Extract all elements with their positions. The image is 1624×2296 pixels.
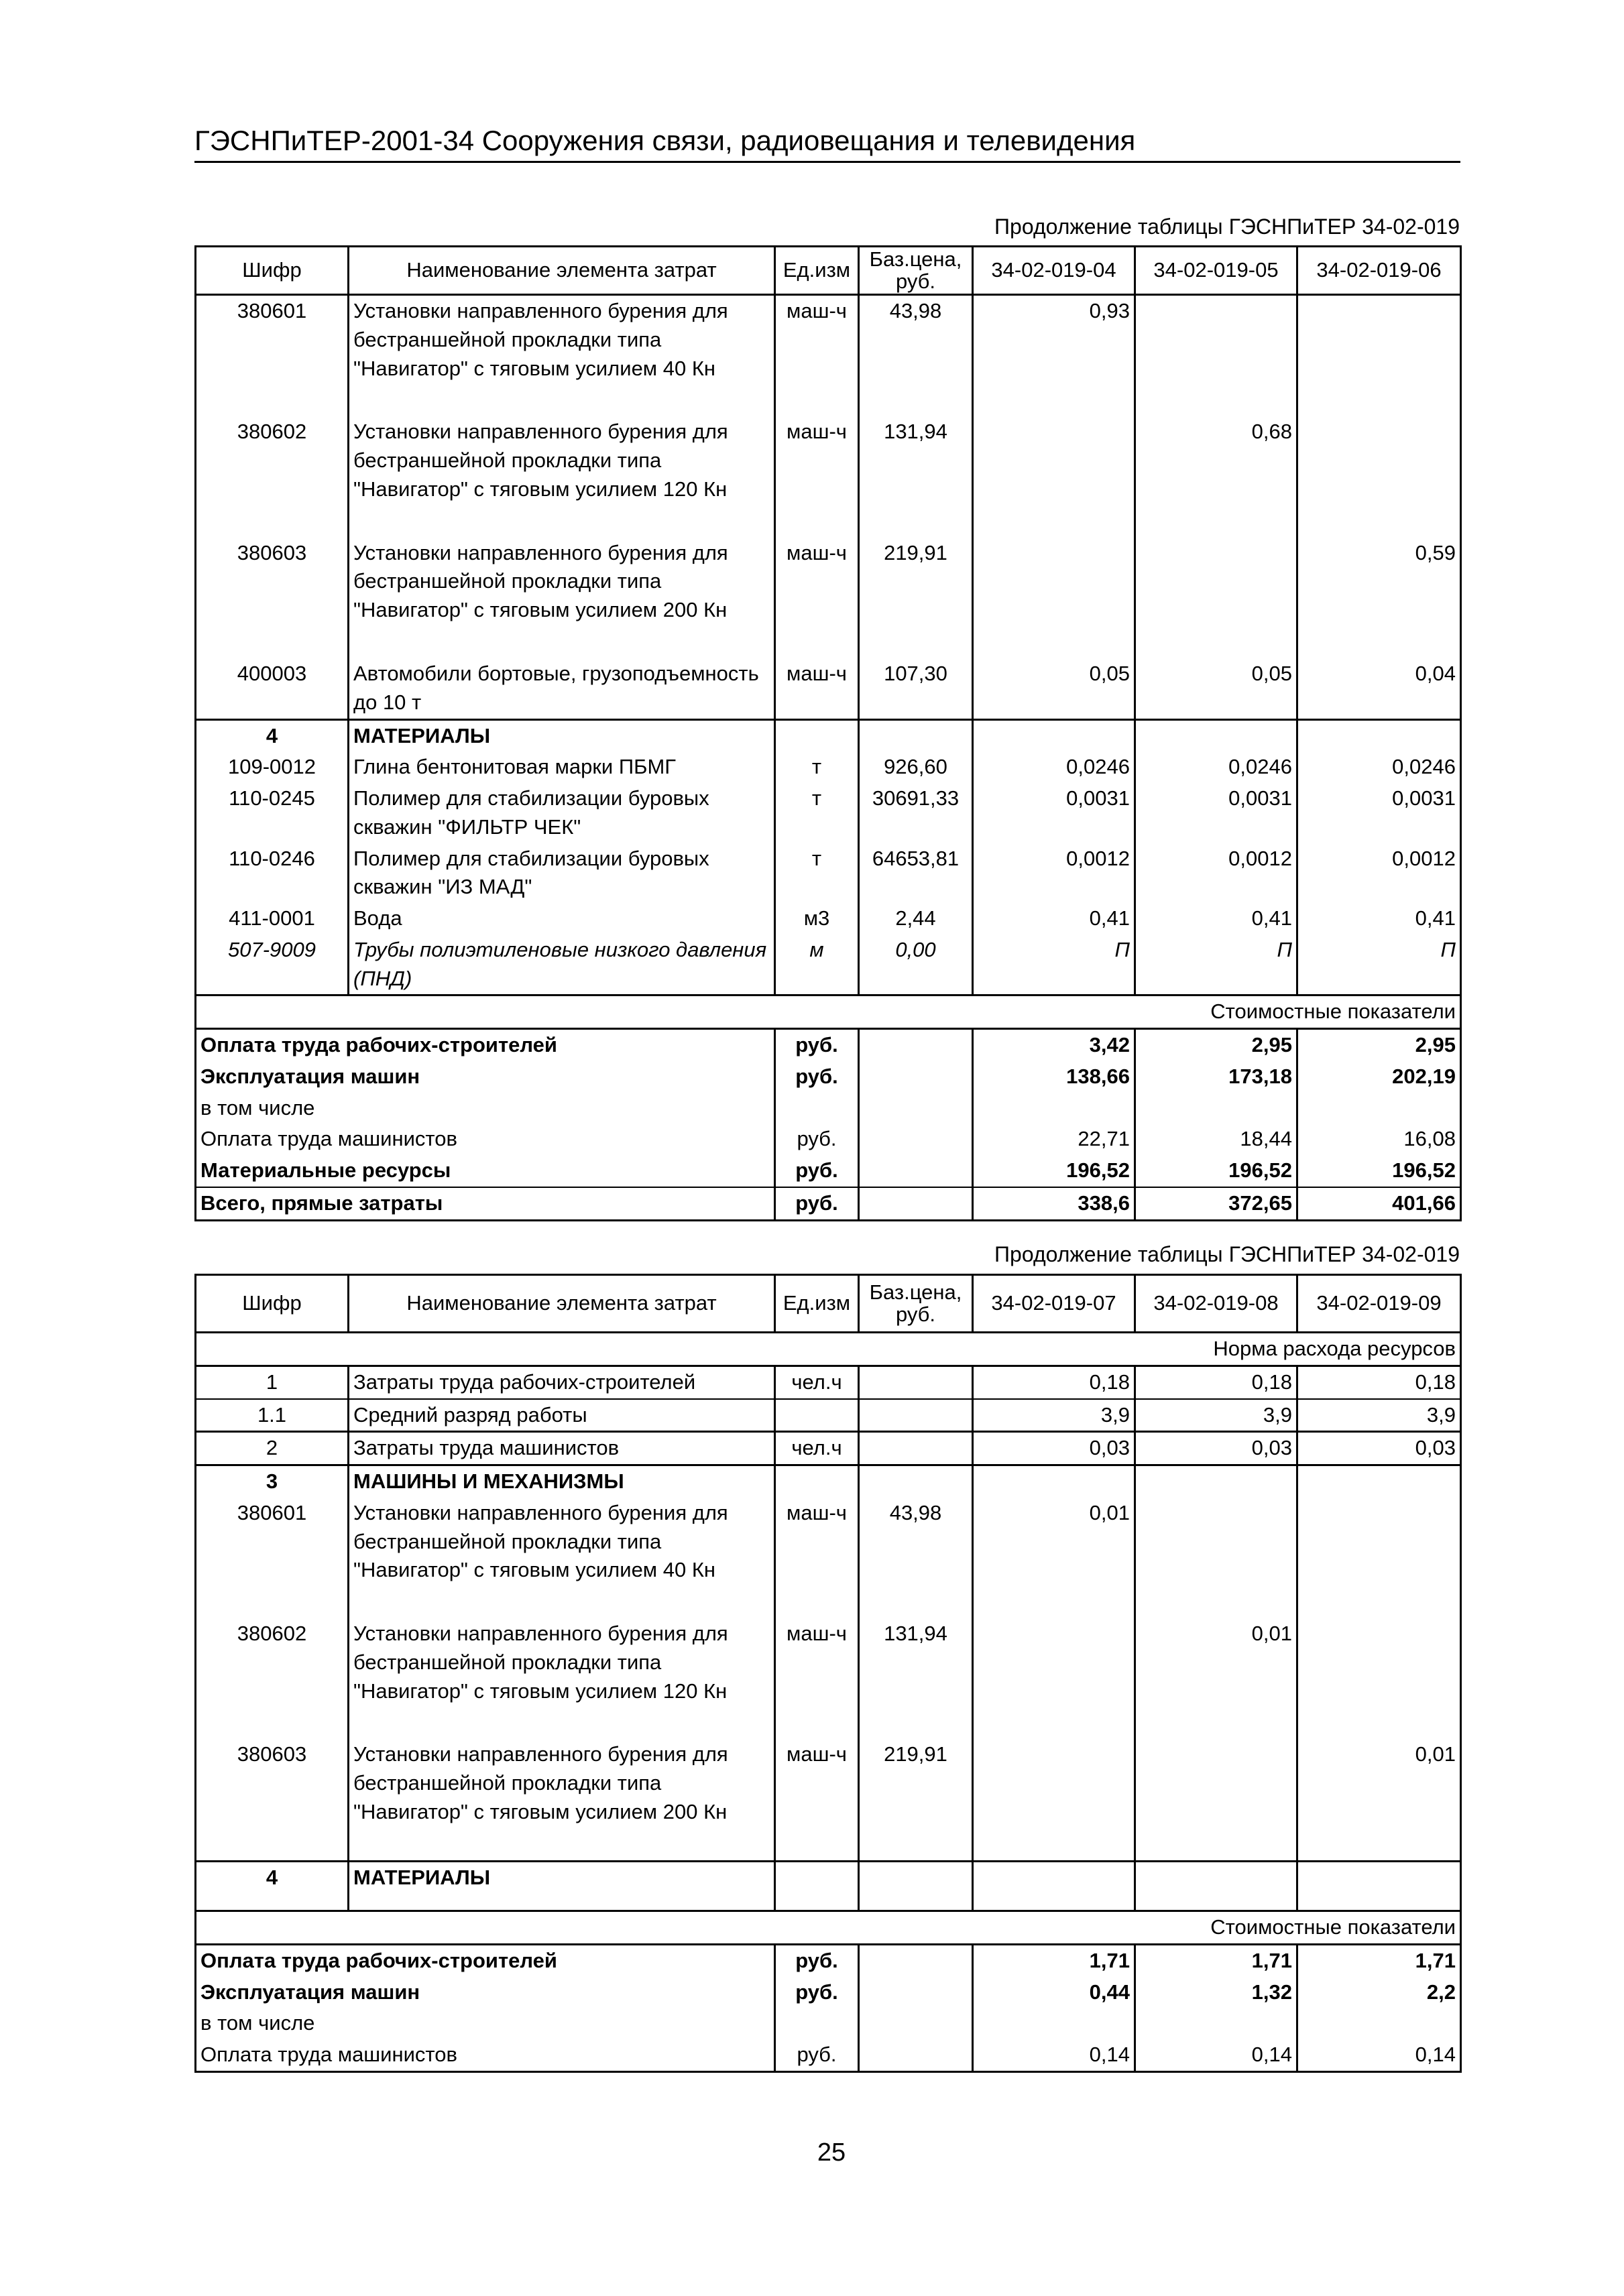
summary-value: 196,52 <box>973 1155 1135 1187</box>
cell-code: 110-0245 <box>196 783 349 843</box>
section-row-materials <box>196 719 1461 751</box>
table-row <box>196 658 1461 719</box>
summary-value: 173,18 <box>1135 1061 1297 1093</box>
cell-value <box>1135 1498 1297 1586</box>
cell-value: 0,01 <box>1297 1739 1461 1827</box>
table2-caption: Продолжение таблицы ГЭСНПиТЕР 34-02-019 <box>994 1242 1460 1266</box>
summary-label: Оплата труда машинистов <box>196 2039 775 2071</box>
summary-label: в том числе <box>196 2008 775 2039</box>
cell-value <box>1297 1618 1461 1707</box>
cell-unit: маш-ч <box>775 416 859 505</box>
summary-value: 2,95 <box>1297 1029 1461 1061</box>
summary-row <box>196 1977 1461 2008</box>
cell-value: П <box>1135 934 1297 995</box>
summary-label: Оплата труда рабочих-строителей <box>196 1944 775 1976</box>
table-row <box>196 934 1461 995</box>
cell-unit: маш-ч <box>775 295 859 385</box>
cell-value: 0,41 <box>973 903 1135 934</box>
cell-unit: т <box>775 751 859 783</box>
cell-name: МАТЕРИАЛЫ <box>349 1861 775 1893</box>
cell-unit: чел.ч <box>775 1432 859 1465</box>
cell-code: 411-0001 <box>196 903 349 934</box>
cell-value: 0,18 <box>1135 1366 1297 1398</box>
cell-unit: м3 <box>775 903 859 934</box>
summary-row <box>196 1944 1461 1976</box>
cell-price: 219,91 <box>859 1739 973 1827</box>
table-row <box>196 1432 1461 1465</box>
table-row <box>196 1739 1461 1827</box>
summary-value: 3,42 <box>973 1029 1135 1061</box>
table-row <box>196 751 1461 783</box>
summary-label: Оплата труда машинистов <box>196 1124 775 1155</box>
summary-unit: руб. <box>775 1155 859 1187</box>
cell-value <box>973 416 1135 505</box>
summary-label: Всего, прямые затраты <box>196 1187 775 1220</box>
cell-code: 2 <box>196 1432 349 1465</box>
cell-price: 0,00 <box>859 934 973 995</box>
cell-code: 3 <box>196 1465 349 1498</box>
col-header-price: Баз.цена, руб. <box>859 247 973 295</box>
summary-label: Оплата труда рабочих-строителей <box>196 1029 775 1061</box>
cell-code: 380603 <box>196 1739 349 1827</box>
cell-code: 1.1 <box>196 1399 349 1432</box>
summary-label: Эксплуатация машин <box>196 1061 775 1093</box>
summary-label: в том числе <box>196 1093 775 1124</box>
col-header-unit: Ед.изм <box>775 1275 859 1333</box>
cell-unit: маш-ч <box>775 538 859 626</box>
cell-name: Установки направленного бурения для бестраншейной прокладки типа "Навигатор" с тяговым усилием 40 Кн <box>349 1498 775 1586</box>
cell-unit: маш-ч <box>775 1498 859 1586</box>
cell-value <box>1297 295 1461 385</box>
summary-unit: руб. <box>775 1977 859 2008</box>
cell-price: 926,60 <box>859 751 973 783</box>
summary-row <box>196 2008 1461 2039</box>
cell-unit: м <box>775 934 859 995</box>
col-header-name: Наименование элемента затрат <box>349 247 775 295</box>
cell-code: 380603 <box>196 538 349 626</box>
cell-name: Установки направленного бурения для бестраншейной прокладки типа "Навигатор" с тяговым усилием 120 Кн <box>349 1618 775 1707</box>
col-header-norm-08: 34-02-019-08 <box>1135 1275 1297 1333</box>
cell-value: 0,18 <box>1297 1366 1461 1398</box>
cell-value: 0,04 <box>1297 658 1461 719</box>
cell-value <box>1135 1739 1297 1827</box>
summary-value: 22,71 <box>973 1124 1135 1155</box>
summary-value: 1,32 <box>1135 1977 1297 2008</box>
cell-code: 109-0012 <box>196 751 349 783</box>
summary-row <box>196 1124 1461 1155</box>
cell-code: 507-9009 <box>196 934 349 995</box>
summary-label: Материальные ресурсы <box>196 1155 775 1187</box>
summary-value: 0,14 <box>1135 2039 1297 2071</box>
cell-value <box>973 538 1135 626</box>
cost-heading-row <box>196 1911 1461 1944</box>
col-header-norm-07: 34-02-019-07 <box>973 1275 1135 1333</box>
cell-value: 0,0246 <box>1135 751 1297 783</box>
col-header-norm-06: 34-02-019-06 <box>1297 247 1461 295</box>
cell-name: Вода <box>349 903 775 934</box>
table-row <box>196 416 1461 505</box>
cell-name: Полимер для стабилизации буровых скважин "ФИЛЬТР ЧЕК" <box>349 783 775 843</box>
summary-label: Эксплуатация машин <box>196 1977 775 2008</box>
summary-value: 0,14 <box>1297 2039 1461 2071</box>
summary-row-total <box>196 1187 1461 1220</box>
cell-value: 3,9 <box>1135 1399 1297 1432</box>
summary-row <box>196 1061 1461 1093</box>
cell-value: 0,18 <box>973 1366 1135 1398</box>
cell-name: Установки направленного бурения для бестраншейной прокладки типа "Навигатор" с тяговым усилием 40 Кн <box>349 295 775 385</box>
cell-value: 0,03 <box>1297 1432 1461 1465</box>
cell-value: 3,9 <box>1297 1399 1461 1432</box>
cell-unit: маш-ч <box>775 1739 859 1827</box>
col-header-name: Наименование элемента затрат <box>349 1275 775 1333</box>
cell-value: 0,0031 <box>1297 783 1461 843</box>
cell-price <box>859 1432 973 1465</box>
table1 <box>194 245 1462 1221</box>
table-row <box>196 783 1461 843</box>
cell-value: 0,05 <box>973 658 1135 719</box>
table-row <box>196 1618 1461 1707</box>
cell-price: 131,94 <box>859 416 973 505</box>
col-header-norm-04: 34-02-019-04 <box>973 247 1135 295</box>
cell-code: 380602 <box>196 416 349 505</box>
cell-name: Средний разряд работы <box>349 1399 775 1432</box>
cell-name: МАТЕРИАЛЫ <box>349 719 775 751</box>
cell-price: 43,98 <box>859 1498 973 1586</box>
cell-value <box>1297 1498 1461 1586</box>
cell-value <box>1135 295 1297 385</box>
cell-price: 2,44 <box>859 903 973 934</box>
table2-header-row <box>196 1275 1461 1333</box>
cell-value: 0,41 <box>1135 903 1297 934</box>
cell-value: 0,0246 <box>1297 751 1461 783</box>
cell-code: 400003 <box>196 658 349 719</box>
cell-code: 1 <box>196 1366 349 1398</box>
cell-name: Глина бентонитовая марки ПБМГ <box>349 751 775 783</box>
cell-value: 0,0012 <box>1297 843 1461 904</box>
cell-name: Установки направленного бурения для бестраншейной прокладки типа "Навигатор" с тяговым усилием 200 Кн <box>349 1739 775 1827</box>
table-row <box>196 903 1461 934</box>
cell-unit <box>775 1399 859 1432</box>
cell-value: 0,01 <box>973 1498 1135 1586</box>
cell-value: 0,0012 <box>1135 843 1297 904</box>
cell-value <box>1135 538 1297 626</box>
cell-price: 219,91 <box>859 538 973 626</box>
cell-price <box>859 1366 973 1398</box>
cell-unit: маш-ч <box>775 1618 859 1707</box>
summary-value: 16,08 <box>1297 1124 1461 1155</box>
summary-value: 372,65 <box>1135 1187 1297 1220</box>
table-row <box>196 1366 1461 1398</box>
cell-value: 0,01 <box>1135 1618 1297 1707</box>
summary-value: 1,71 <box>1135 1944 1297 1976</box>
summary-value: 401,66 <box>1297 1187 1461 1220</box>
cost-heading: Стоимостные показатели <box>196 995 1461 1029</box>
summary-value: 2,95 <box>1135 1029 1297 1061</box>
table-row <box>196 843 1461 904</box>
cell-value <box>1297 416 1461 505</box>
cell-value: 0,0031 <box>973 783 1135 843</box>
summary-unit: руб. <box>775 1061 859 1093</box>
norm-heading: Норма расхода ресурсов <box>196 1333 1461 1366</box>
section-row-machines <box>196 1465 1461 1498</box>
cell-unit: чел.ч <box>775 1366 859 1398</box>
summary-unit: руб. <box>775 2039 859 2071</box>
cell-value: 0,0012 <box>973 843 1135 904</box>
summary-value: 0,44 <box>973 1977 1135 2008</box>
cell-price <box>859 1399 973 1432</box>
summary-value: 196,52 <box>1297 1155 1461 1187</box>
cell-code: 110-0246 <box>196 843 349 904</box>
table1-header-row <box>196 247 1461 295</box>
col-header-unit: Ед.изм <box>775 247 859 295</box>
cell-name: Затраты труда рабочих-строителей <box>349 1366 775 1398</box>
cell-code: 4 <box>196 719 349 751</box>
cell-value: 0,0031 <box>1135 783 1297 843</box>
cell-value: 0,93 <box>973 295 1135 385</box>
table1-caption: Продолжение таблицы ГЭСНПиТЕР 34-02-019 <box>994 215 1460 239</box>
summary-row <box>196 1155 1461 1187</box>
cell-unit: маш-ч <box>775 658 859 719</box>
section-row-materials <box>196 1861 1461 1893</box>
cell-code: 380601 <box>196 1498 349 1586</box>
cell-value: 3,9 <box>973 1399 1135 1432</box>
cell-price: 30691,33 <box>859 783 973 843</box>
cell-name: Затраты труда машинистов <box>349 1432 775 1465</box>
summary-value: 196,52 <box>1135 1155 1297 1187</box>
cell-value: П <box>973 934 1135 995</box>
cell-code: 380602 <box>196 1618 349 1707</box>
summary-unit: руб. <box>775 1124 859 1155</box>
cell-value: 0,03 <box>1135 1432 1297 1465</box>
table2 <box>194 1274 1462 2073</box>
cell-value: 0,0246 <box>973 751 1135 783</box>
cell-value <box>973 1739 1135 1827</box>
cell-code: 380601 <box>196 295 349 385</box>
summary-unit: руб. <box>775 1029 859 1061</box>
cell-value: 0,03 <box>973 1432 1135 1465</box>
col-header-price: Баз.цена, руб. <box>859 1275 973 1333</box>
cost-heading: Стоимостные показатели <box>196 1911 1461 1944</box>
norm-heading-row <box>196 1333 1461 1366</box>
page-number: 25 <box>817 2138 846 2167</box>
table-row <box>196 1399 1461 1432</box>
cell-code: 4 <box>196 1861 349 1893</box>
cell-value: 0,05 <box>1135 658 1297 719</box>
col-header-code: Шифр <box>196 247 349 295</box>
summary-value: 2,2 <box>1297 1977 1461 2008</box>
table-row <box>196 295 1461 385</box>
cell-value <box>973 1618 1135 1707</box>
summary-value: 138,66 <box>973 1061 1135 1093</box>
cell-name: Трубы полиэтиленовые низкого давления (ПНД) <box>349 934 775 995</box>
table-row <box>196 1498 1461 1586</box>
summary-value: 18,44 <box>1135 1124 1297 1155</box>
summary-row <box>196 1029 1461 1061</box>
col-header-norm-05: 34-02-019-05 <box>1135 247 1297 295</box>
page-header-title: ГЭСНПиТЕР-2001-34 Сооружения связи, радиовещания и телевидения <box>194 125 1460 163</box>
summary-value: 0,14 <box>973 2039 1135 2071</box>
cell-value: 0,68 <box>1135 416 1297 505</box>
cost-heading-row <box>196 995 1461 1029</box>
summary-value: 338,6 <box>973 1187 1135 1220</box>
col-header-code: Шифр <box>196 1275 349 1333</box>
summary-value: 202,19 <box>1297 1061 1461 1093</box>
summary-row <box>196 1093 1461 1124</box>
summary-row <box>196 2039 1461 2071</box>
cell-value: 0,41 <box>1297 903 1461 934</box>
cell-unit: т <box>775 843 859 904</box>
summary-unit: руб. <box>775 1944 859 1976</box>
cell-price: 64653,81 <box>859 843 973 904</box>
cell-name: Полимер для стабилизации буровых скважин "ИЗ МАД" <box>349 843 775 904</box>
cell-value: 0,59 <box>1297 538 1461 626</box>
cell-unit: т <box>775 783 859 843</box>
cell-name: Установки направленного бурения для бестраншейной прокладки типа "Навигатор" с тяговым усилием 200 Кн <box>349 538 775 626</box>
cell-name: МАШИНЫ И МЕХАНИЗМЫ <box>349 1465 775 1498</box>
cell-price: 131,94 <box>859 1618 973 1707</box>
cell-price: 43,98 <box>859 295 973 385</box>
cell-name: Автомобили бортовые, грузоподъемность до 10 т <box>349 658 775 719</box>
summary-value: 1,71 <box>973 1944 1135 1976</box>
cell-price: 107,30 <box>859 658 973 719</box>
summary-unit: руб. <box>775 1187 859 1220</box>
col-header-norm-09: 34-02-019-09 <box>1297 1275 1461 1333</box>
summary-value: 1,71 <box>1297 1944 1461 1976</box>
table-row <box>196 538 1461 626</box>
cell-name: Установки направленного бурения для бестраншейной прокладки типа "Навигатор" с тяговым усилием 120 Кн <box>349 416 775 505</box>
cell-value: П <box>1297 934 1461 995</box>
